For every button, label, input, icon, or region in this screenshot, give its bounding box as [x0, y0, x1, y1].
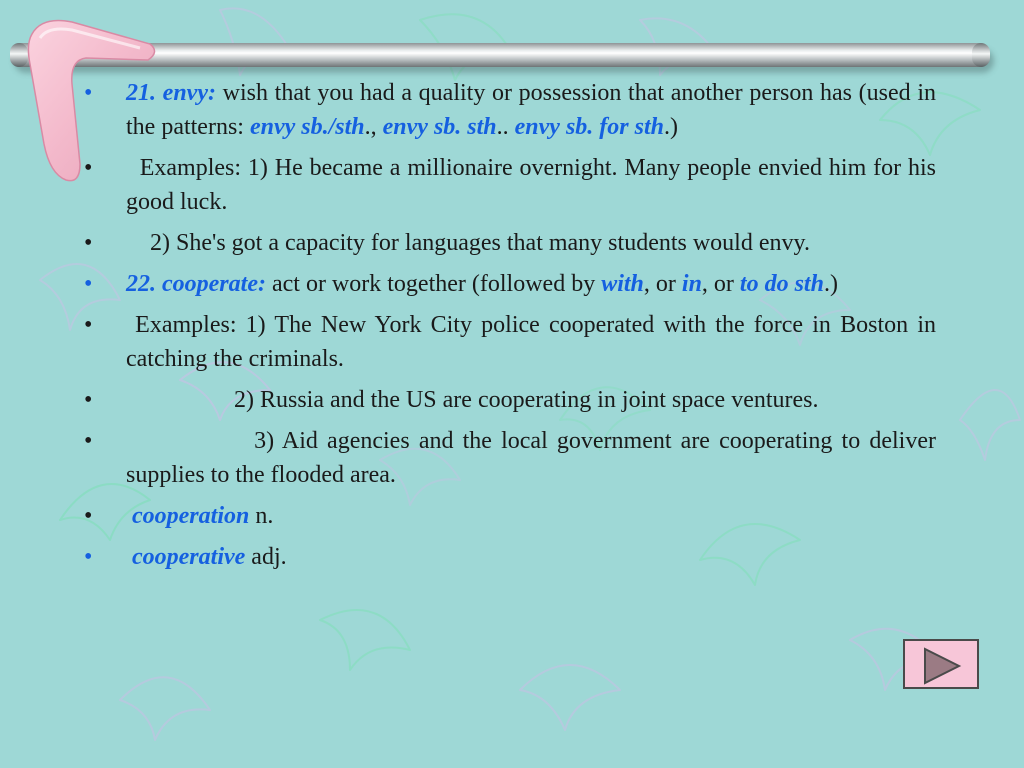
keyword: to do sth: [739, 271, 824, 297]
bullet-text: [126, 503, 273, 529]
bullet-text: [126, 80, 936, 140]
text-run: Examples: 1) The New York City police cooperated with the force in Boston in catching the criminals.: [126, 312, 936, 372]
bullet-item: [84, 151, 936, 219]
bullet-glyph: •: [84, 155, 93, 181]
bullet-item: [84, 540, 936, 574]
bullet-glyph: •: [84, 271, 93, 297]
bullet-item: [84, 499, 936, 533]
keyword: in: [681, 271, 702, 297]
text-run: 2) Russia and the US are cooperating in joint space ventures.: [126, 387, 819, 413]
keyword: cooperative: [132, 544, 246, 570]
rod-end-right: [972, 43, 990, 67]
bullet-text: [126, 428, 936, 488]
text-run: 2) She's got a capacity for languages that many students would envy.: [126, 230, 810, 256]
bullet-text: [126, 312, 936, 372]
bullet-text: [126, 387, 819, 413]
bullet-item: [84, 424, 936, 492]
text-run: .): [823, 271, 838, 297]
bullet-item: [84, 308, 936, 376]
text-run: .,: [364, 114, 383, 140]
text-run: Examples: 1) He became a millionaire overnight. Many people envied him for his good luck.: [126, 155, 936, 215]
bullet-text: [126, 271, 838, 297]
bullet-glyph: •: [84, 80, 93, 106]
text-run: , or: [701, 271, 740, 297]
text-run: adj.: [245, 544, 287, 570]
bullet-glyph: •: [84, 230, 93, 256]
keyword: with: [601, 271, 644, 297]
keyword: cooperation: [132, 503, 250, 529]
play-triangle-icon: [921, 647, 963, 685]
bullet-item: [84, 76, 936, 144]
keyword: envy sb. sth: [382, 114, 497, 140]
keyword: envy sb./sth: [249, 114, 365, 140]
text-run: , or: [643, 271, 682, 297]
bullet-text: [126, 155, 936, 215]
bullet-glyph: •: [84, 312, 93, 338]
keyword: 21. envy:: [126, 80, 216, 106]
bullet-glyph: •: [84, 503, 93, 529]
text-run: .): [663, 114, 678, 140]
bullet-glyph: •: [84, 387, 93, 413]
text-run: 3) Aid agencies and the local government are cooperating to deliver supplies to the flooded area.: [126, 428, 936, 488]
text-run: n.: [249, 503, 274, 529]
keyword: envy sb. for sth: [514, 114, 664, 140]
text-run: wish that you had a quality or possession that another person has (used in the patterns:: [126, 80, 937, 140]
bullet-item: [84, 226, 936, 260]
keyword: 22. cooperate:: [126, 271, 266, 297]
bullet-text: [126, 544, 287, 570]
slide-content: [84, 76, 936, 581]
bullet-glyph: •: [84, 544, 93, 570]
bullet-item: [84, 267, 936, 301]
bullet-text: [126, 230, 810, 256]
text-run: ..: [496, 114, 515, 140]
next-slide-button[interactable]: [903, 639, 979, 689]
bullet-glyph: •: [84, 428, 93, 454]
bullet-item: [84, 383, 936, 417]
text-run: act or work together (followed by: [265, 271, 602, 297]
